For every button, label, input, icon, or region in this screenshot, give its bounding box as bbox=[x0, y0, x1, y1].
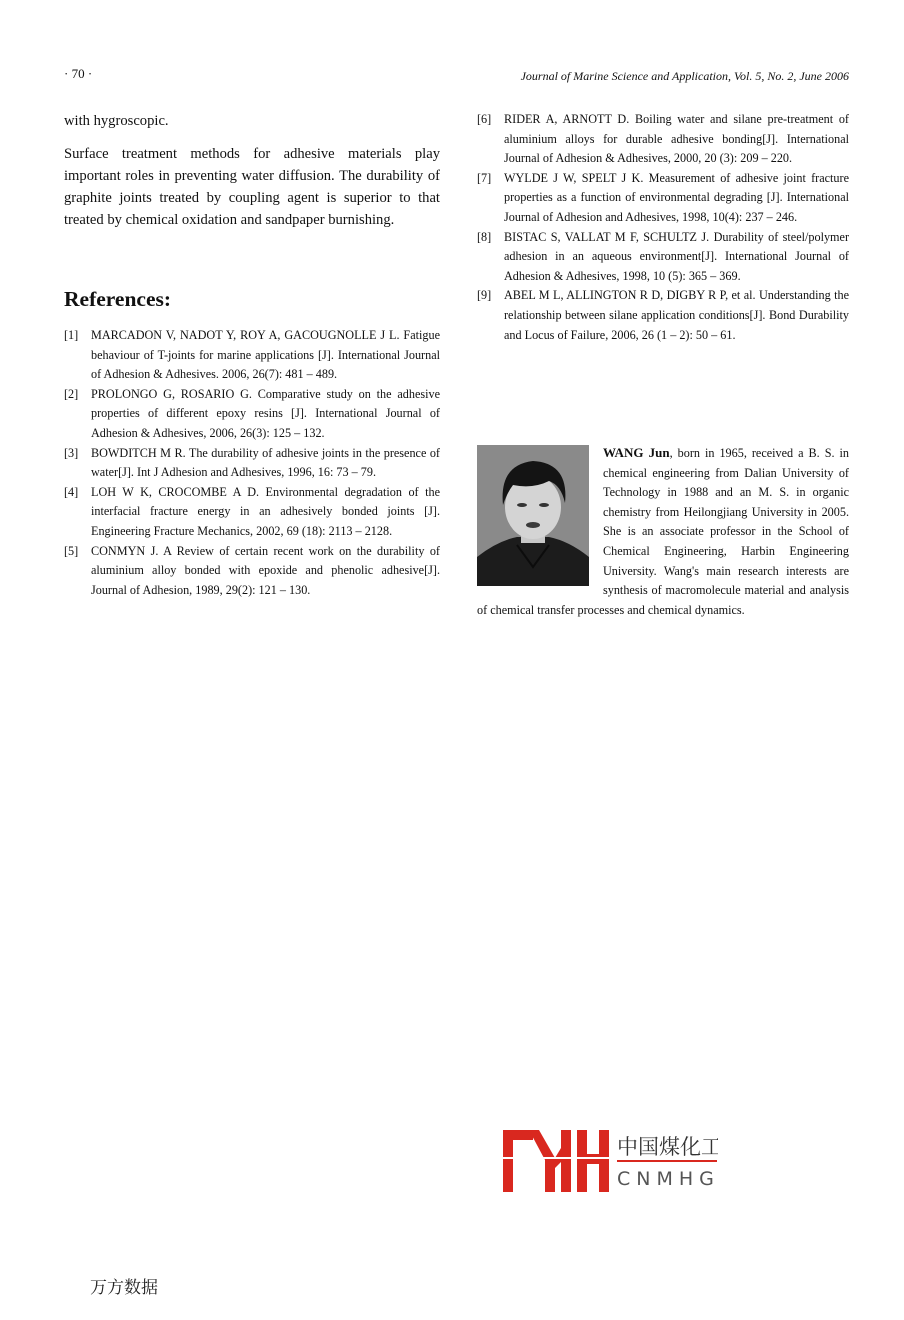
author-name: WANG Jun bbox=[603, 445, 670, 460]
reference-item bbox=[477, 169, 849, 228]
reference-text: BISTAC S, VALLAT M F, SCHULTZ J. Durability of steel/polymer adhesion in an aqueous environment[J]. International Journal of Adhesion & Adhesives, 1998, 10 (5): 365 – 369. bbox=[504, 229, 849, 283]
author-bio-text: , born in 1965, received a B. S. in chemical engineering from Dalian University of Technology in 1988 and an M. S. in organic chemistry from Heilongjiang University in 2005. She is an associate professor in the School of Chemical Engineering, Harbin Engineering University. Wang's main research interests are synthesis of macromolecule material and analysis of chemical transfer processes and chemical dynamics. bbox=[477, 446, 849, 617]
cnmhg-logo-mark-icon bbox=[503, 1128, 718, 1194]
reference-number: [6] bbox=[477, 112, 492, 126]
reference-number: [2] bbox=[64, 386, 79, 401]
reference-item bbox=[477, 286, 849, 345]
references-heading: References: bbox=[64, 287, 172, 311]
reference-text: CONMYN J. A Review of certain recent work on the durability of aluminium alloy bonded with epoxide and phenolic adhesive[J]. Journal of Adhesion, 1989, 29(2): 121 – 130. bbox=[91, 543, 440, 597]
reference-list-left bbox=[64, 326, 440, 600]
reference-number: [3] bbox=[64, 445, 79, 460]
reference-item bbox=[64, 385, 440, 444]
reference-text: ABEL M L, ALLINGTON R D, DIGBY R P, et al. Understanding the relationship between silane application conditions[J]. Bond Durability and Locus of Failure, 2006, 26 (1 – 2): 50 – 61. bbox=[504, 288, 849, 342]
reference-item bbox=[64, 542, 440, 601]
reference-text: BOWDITCH M R. The durability of adhesive joints in the presence of water[J]. Int J Adhesion and Adhesives, 1996, 16: 73 – 79. bbox=[91, 445, 440, 480]
logo-chinese-text: 中国煤化工 bbox=[617, 1135, 718, 1159]
author-portrait-image bbox=[477, 445, 589, 586]
reference-item bbox=[477, 228, 849, 287]
reference-item bbox=[64, 326, 440, 385]
reference-number: [7] bbox=[477, 170, 492, 185]
body-paragraph: Surface treatment methods for adhesive materials play important roles in preventing water diffusion. The durability of graphite joints treated by coupling agent is superior to that treated by chemical oxidation and sandpaper burnishing. bbox=[64, 146, 440, 228]
reference-number: [8] bbox=[477, 229, 492, 244]
reference-item bbox=[64, 444, 440, 483]
cnmhg-logo bbox=[503, 1128, 718, 1194]
reference-item bbox=[477, 110, 849, 169]
reference-number: [1] bbox=[64, 328, 79, 342]
body-paragraph: with hygroscopic. bbox=[64, 113, 169, 129]
reference-number: [9] bbox=[477, 288, 492, 303]
reference-text: PROLONGO G, ROSARIO G. Comparative study on the adhesive properties of different epoxy resins [J]. International Journal of Adhesion & Adhesives, 2006, 26(3): 125 – 132. bbox=[91, 386, 440, 440]
reference-number: [4] bbox=[64, 484, 79, 499]
reference-number: [5] bbox=[64, 543, 79, 558]
reference-text: MARCADON V, NADOT Y, ROY A, GACOUGNOLLE J L. Fatigue behaviour of T-joints for marine applications [J]. International Journal of Adhesion & Adhesives. 2006, 26(7): 481 – 489. bbox=[91, 328, 440, 382]
logo-latin-text: CNMHG bbox=[617, 1168, 718, 1190]
author-photo bbox=[477, 445, 589, 586]
reference-text: LOH W K, CROCOMBE A D. Environmental degradation of the interfacial fracture energy in an adhesively bonded joints [J]. Engineering Fracture Mechanics, 2002, 69 (18): 2113 – 2128. bbox=[91, 484, 440, 538]
author-bio bbox=[477, 443, 849, 620]
reference-text: WYLDE J W, SPELT J K. Measurement of adhesive joint fracture properties as a function of environmental degrading [J]. International Journal of Adhesion and Adhesives, 1998, 10(4): 237 – 246. bbox=[504, 170, 849, 224]
source-watermark: 万方数据 bbox=[90, 1278, 158, 1298]
reference-text: RIDER A, ARNOTT D. Boiling water and silane pre-treatment of aluminium alloys for durable adhesive bonding[J]. International Journal of Adhesion & Adhesives, 2000, 20 (3): 209 – 220. bbox=[504, 112, 849, 166]
running-header: Journal of Marine Science and Application, Vol. 5, No. 2, June 2006 bbox=[520, 69, 849, 83]
page-number: · 70 · bbox=[64, 66, 93, 81]
reference-list-right bbox=[477, 110, 849, 345]
reference-item bbox=[64, 483, 440, 542]
